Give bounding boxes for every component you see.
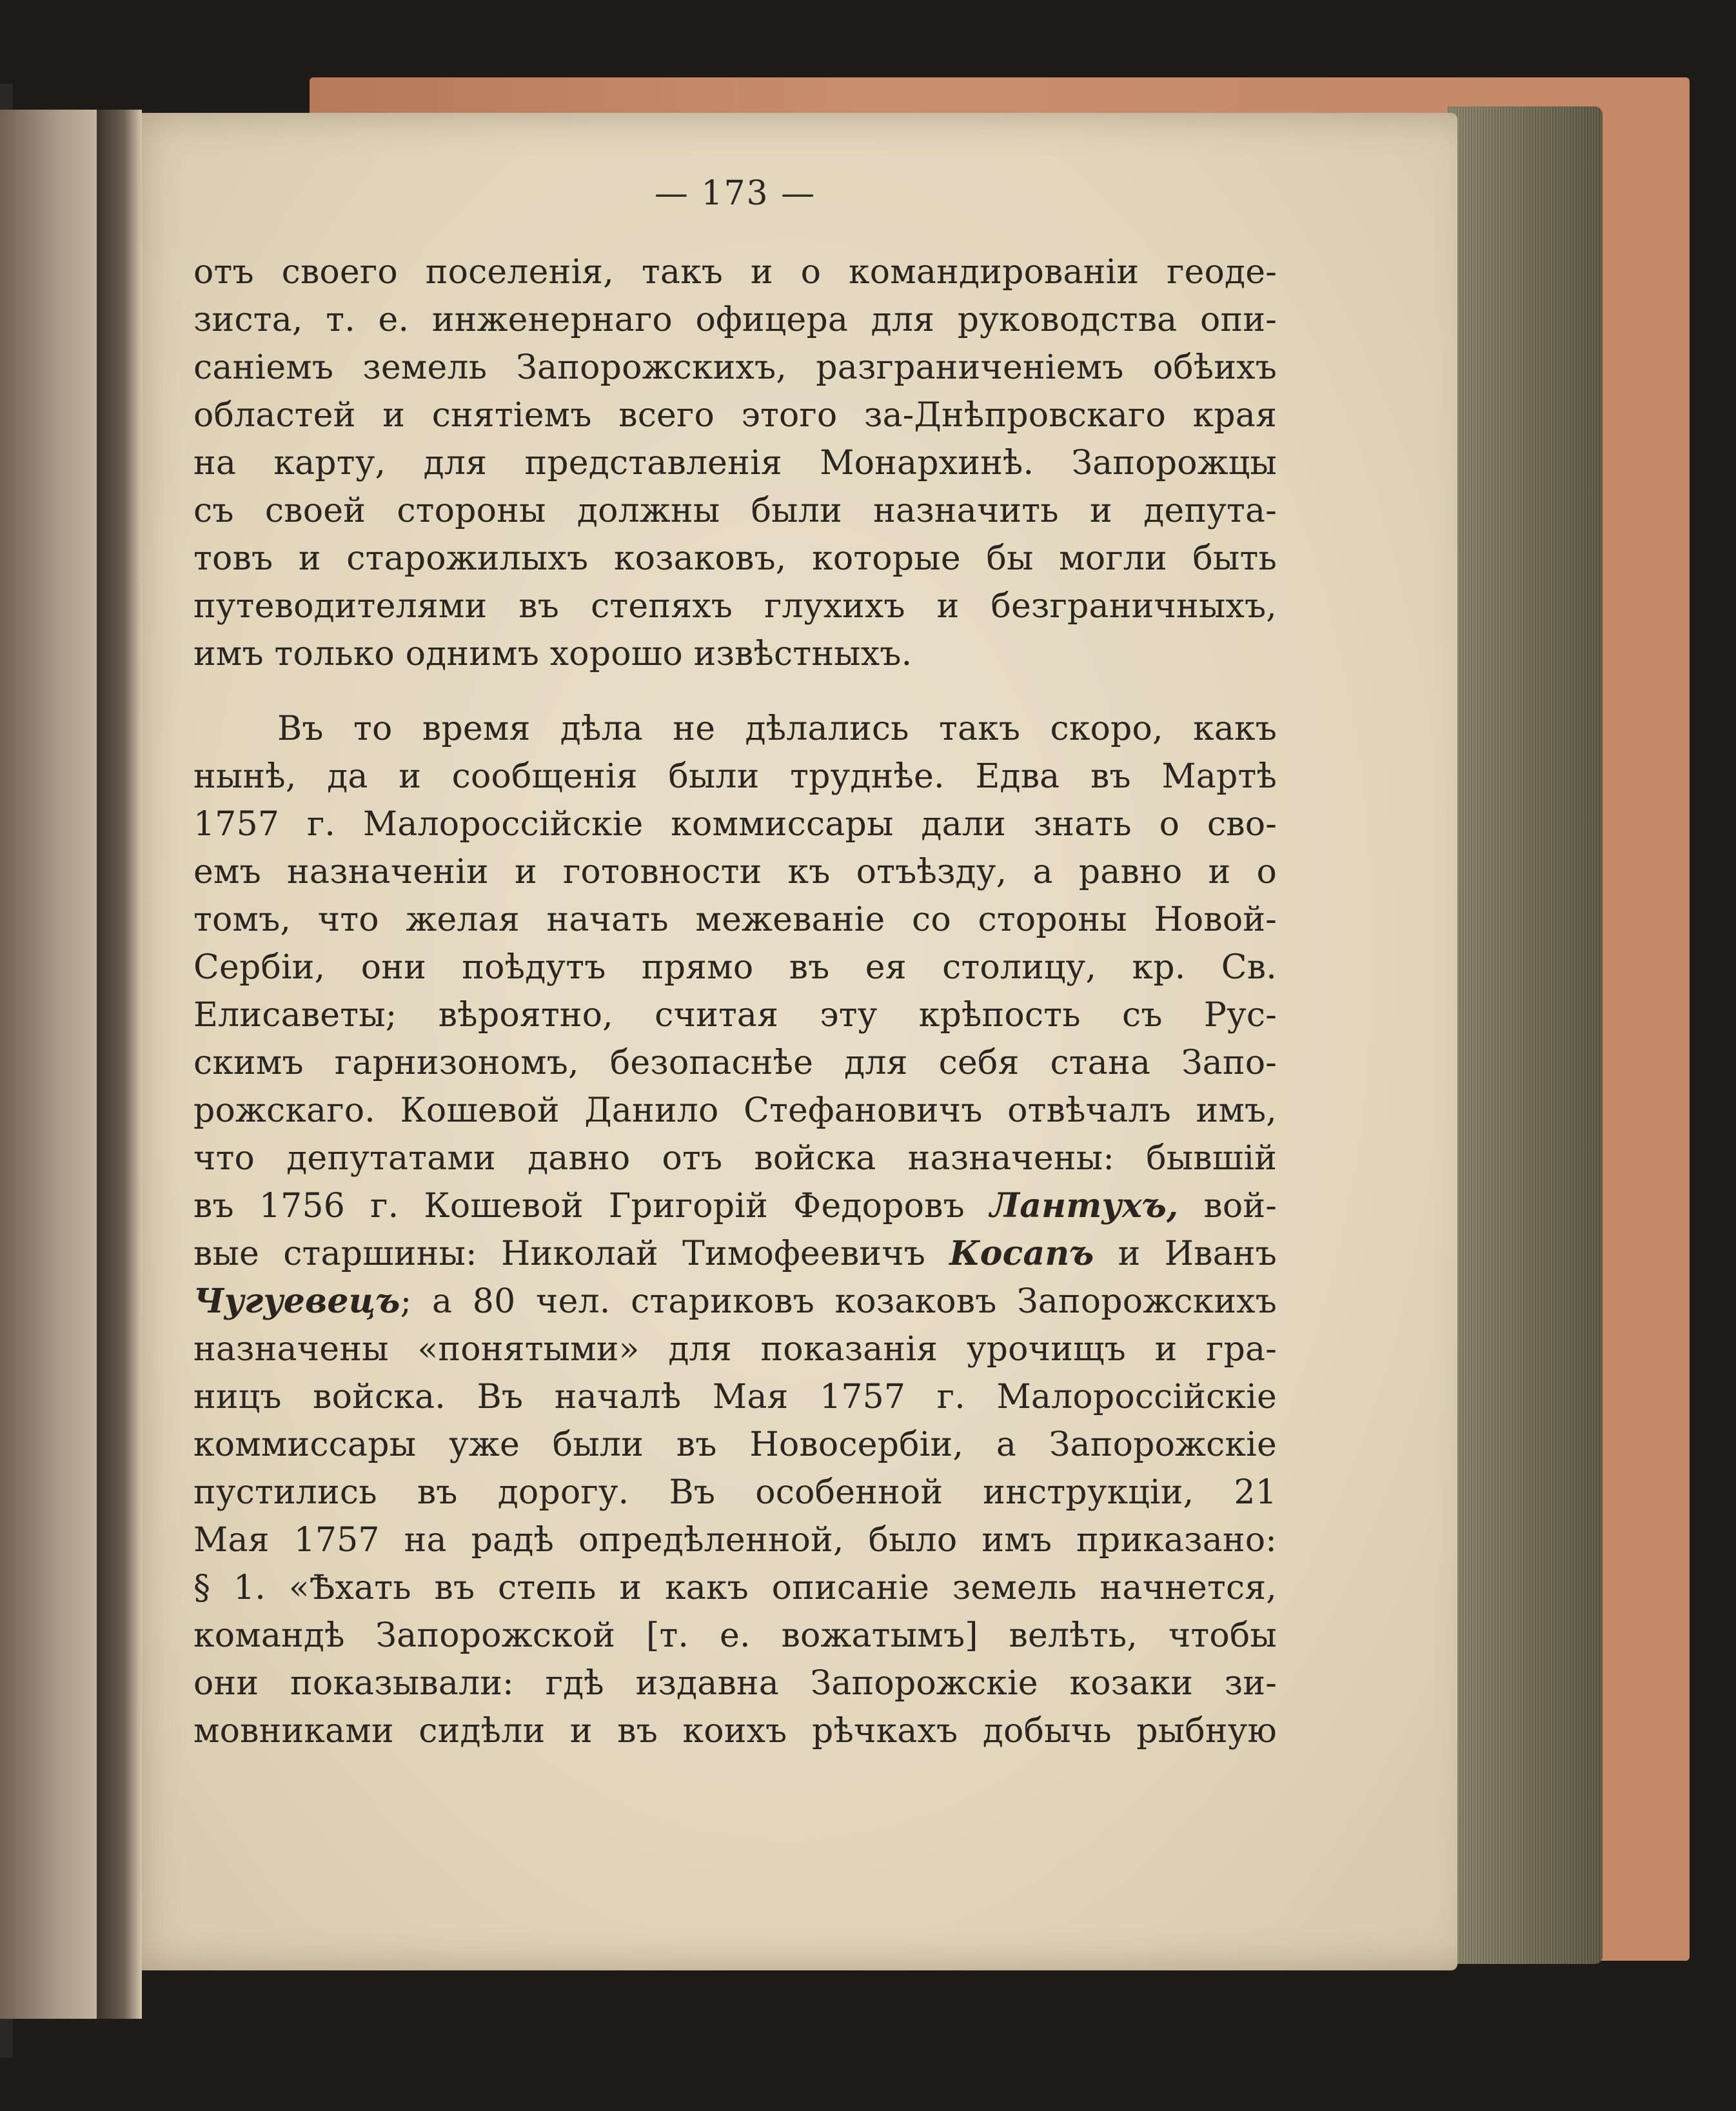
text-line: саніемъ земель Запорожскихъ, разграниченіемъ обѣихъ (193, 348, 1277, 387)
left-page (0, 110, 106, 2019)
text-line: Въ то время дѣла не дѣлались такъ скоро, какъ (277, 709, 1277, 748)
text-line: пустились въ дорогу. Въ особенной инструкціи, 21 (193, 1473, 1277, 1512)
text-line: Сербіи, они поѣдутъ прямо въ ея столицу, кр. Св. (193, 948, 1277, 987)
person-name: Чугуевецъ (193, 1282, 400, 1321)
text-line: съ своей стороны должны были назначить и депута- (193, 491, 1277, 530)
text-line: коммиссары уже были въ Новосербіи, а Запорожскіе (193, 1425, 1277, 1464)
text-line-with-name: въ 1756 г. Кошевой Григорій Федоровъ Лантухъ, вой- (193, 1186, 1277, 1225)
text-line: Елисаветы; вѣроятно, считая эту крѣпость съ Рус- (193, 996, 1277, 1035)
text-line: отъ своего поселенія, такъ и о командированіи геоде- (193, 253, 1277, 292)
text-line: имъ только однимъ хорошо извѣстныхъ. (193, 635, 912, 673)
text-line: товъ и старожилыхъ козаковъ, которые бы могли быть (193, 539, 1277, 578)
text-line: что депутатами давно отъ войска назначены: бывшій (193, 1139, 1277, 1178)
text-line: путеводителями въ степяхъ глухихъ и безграничныхъ, (193, 587, 1277, 626)
text-line: областей и снятіемъ всего этого за-Днѣпровскаго края (193, 396, 1277, 435)
page-text (193, 161, 1277, 1755)
text-line: зиста, т. е. инженернаго офицера для руководства опи- (193, 301, 1277, 339)
person-name: Косапъ (949, 1234, 1094, 1273)
text-line: томъ, что желая начать межеваніе со стороны Новой- (193, 900, 1277, 939)
page-stack-edge (1448, 106, 1603, 1964)
text-line: Мая 1757 на радѣ опредѣленной, было имъ приказано: (193, 1521, 1277, 1560)
text-line: командѣ Запорожской [т. е. вожатымъ] велѣть, чтобы (193, 1616, 1277, 1655)
text-line: скимъ гарнизономъ, безопаснѣе для себя стана Запо- (193, 1044, 1277, 1082)
paragraph-1 (193, 248, 1277, 678)
text-line: 1757 г. Малороссійскіе коммиссары дали знать о сво- (193, 805, 1277, 844)
text-line-with-name: вые старшины: Николай Тимофеевичъ Косапъ и Иванъ (193, 1234, 1277, 1273)
text-line: мовниками сидѣли и въ коихъ рѣчкахъ добычь рыбную (193, 1712, 1277, 1750)
text-line: они показывали: гдѣ издавна Запорожскіе козаки зи- (193, 1664, 1277, 1703)
text-line-with-name: Чугуевецъ; а 80 чел. стариковъ козаковъ Запорожскихъ (193, 1282, 1277, 1321)
page-number: — 173 — (654, 174, 816, 213)
paragraph-2 (193, 705, 1277, 1755)
text-line: § 1. «Ѣхать въ степь и какъ описаніе земель начнется, (193, 1569, 1277, 1607)
text-line: нынѣ, да и сообщенія были труднѣе. Едва въ Мартѣ (193, 757, 1277, 796)
text-line: назначены «понятыми» для показанія урочищъ и гра- (193, 1330, 1277, 1369)
text-line: емъ назначеніи и готовности къ отъѣзду, а равно и о (193, 853, 1277, 891)
spine-gutter (97, 110, 142, 2019)
text-line: ницъ войска. Въ началѣ Мая 1757 г. Малороссійскіе (193, 1378, 1277, 1416)
person-name: Лантухъ, (990, 1186, 1179, 1225)
text-line: рожскаго. Кошевой Данило Стефановичъ отвѣчалъ имъ, (193, 1091, 1277, 1130)
text-line: на карту, для представленія Монархинѣ. Запорожцы (193, 444, 1277, 482)
